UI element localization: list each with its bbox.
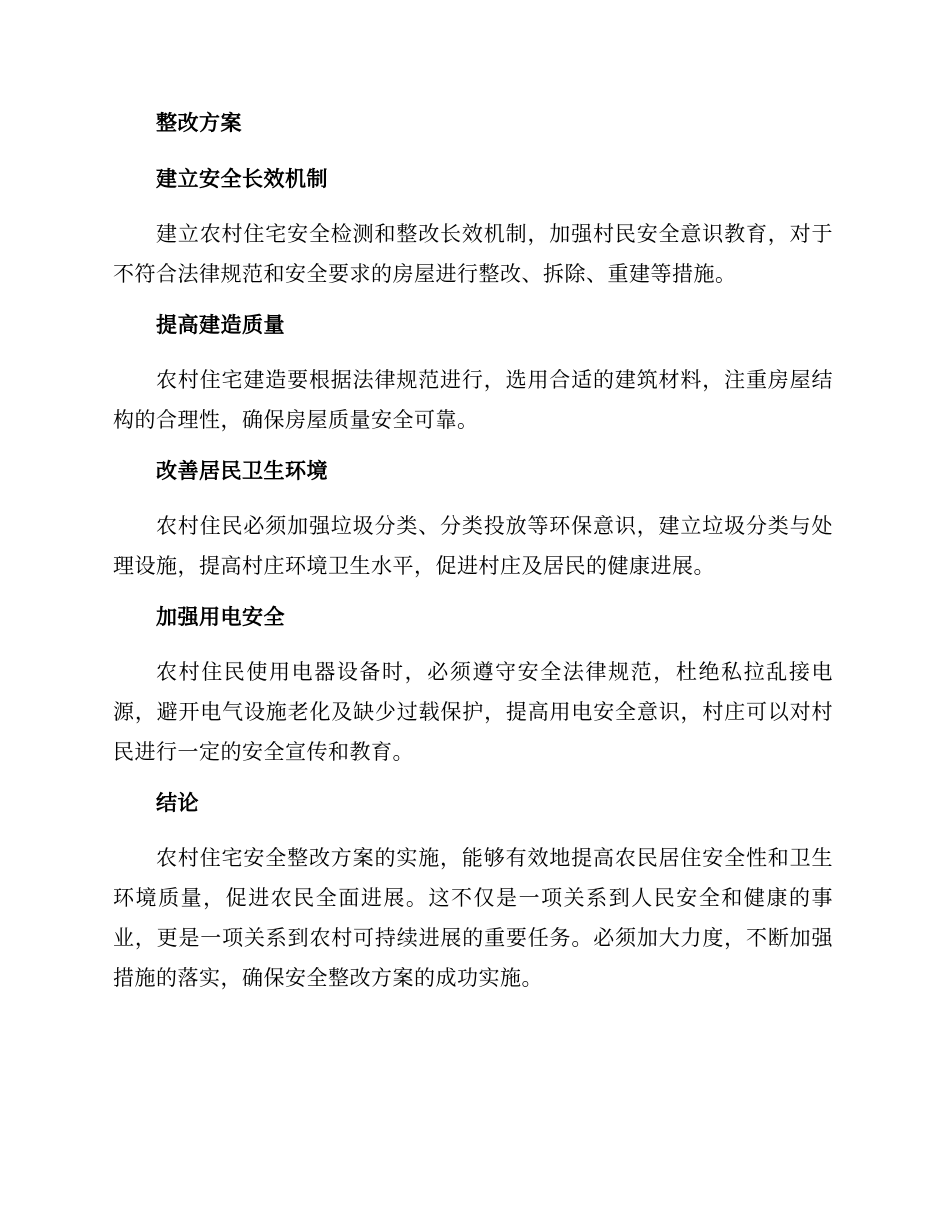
section-body-electrical-safety: 农村住民使用电器设备时，必须遵守安全法律规范，杜绝私拉乱接电源，避开电气设施老化及缺少过载保护，提高用电安全意识，村庄可以对村民进行一定的安全宣传和教育。 [113, 660, 833, 764]
section-heading-safety-mechanism: 建立安全长效机制 [156, 167, 328, 191]
section-body-sanitation: 农村住民必须加强垃圾分类、分类投放等环保意识，建立垃圾分类与处理设施，提高村庄环境卫生水平，促进村庄及居民的健康进展。 [113, 514, 833, 578]
section-body-safety-mechanism: 建立农村住宅安全检测和整改长效机制，加强村民安全意识教育，对于不符合法律规范和安全要求的房屋进行整改、拆除、重建等措施。 [113, 222, 833, 286]
document-page [113, 106, 833, 1012]
section-heading-conclusion: 结论 [156, 791, 199, 815]
section-heading-sanitation: 改善居民卫生环境 [156, 459, 328, 483]
section-heading-construction-quality: 提高建造质量 [156, 313, 285, 337]
section-heading-electrical-safety: 加强用电安全 [156, 605, 285, 629]
section-body-construction-quality: 农村住宅建造要根据法律规范进行，选用合适的建筑材料，注重房屋结构的合理性，确保房屋质量安全可靠。 [113, 368, 833, 432]
section-body-conclusion: 农村住宅安全整改方案的实施，能够有效地提高农民居住安全性和卫生环境质量，促进农民全面进展。这不仅是一项关系到人民安全和健康的事业，更是一项关系到农村可持续进展的重要任务。必须加大力度，不断加强措施的落实，确保安全整改方案的成功实施。 [113, 846, 833, 990]
document-title: 整改方案 [156, 111, 242, 135]
